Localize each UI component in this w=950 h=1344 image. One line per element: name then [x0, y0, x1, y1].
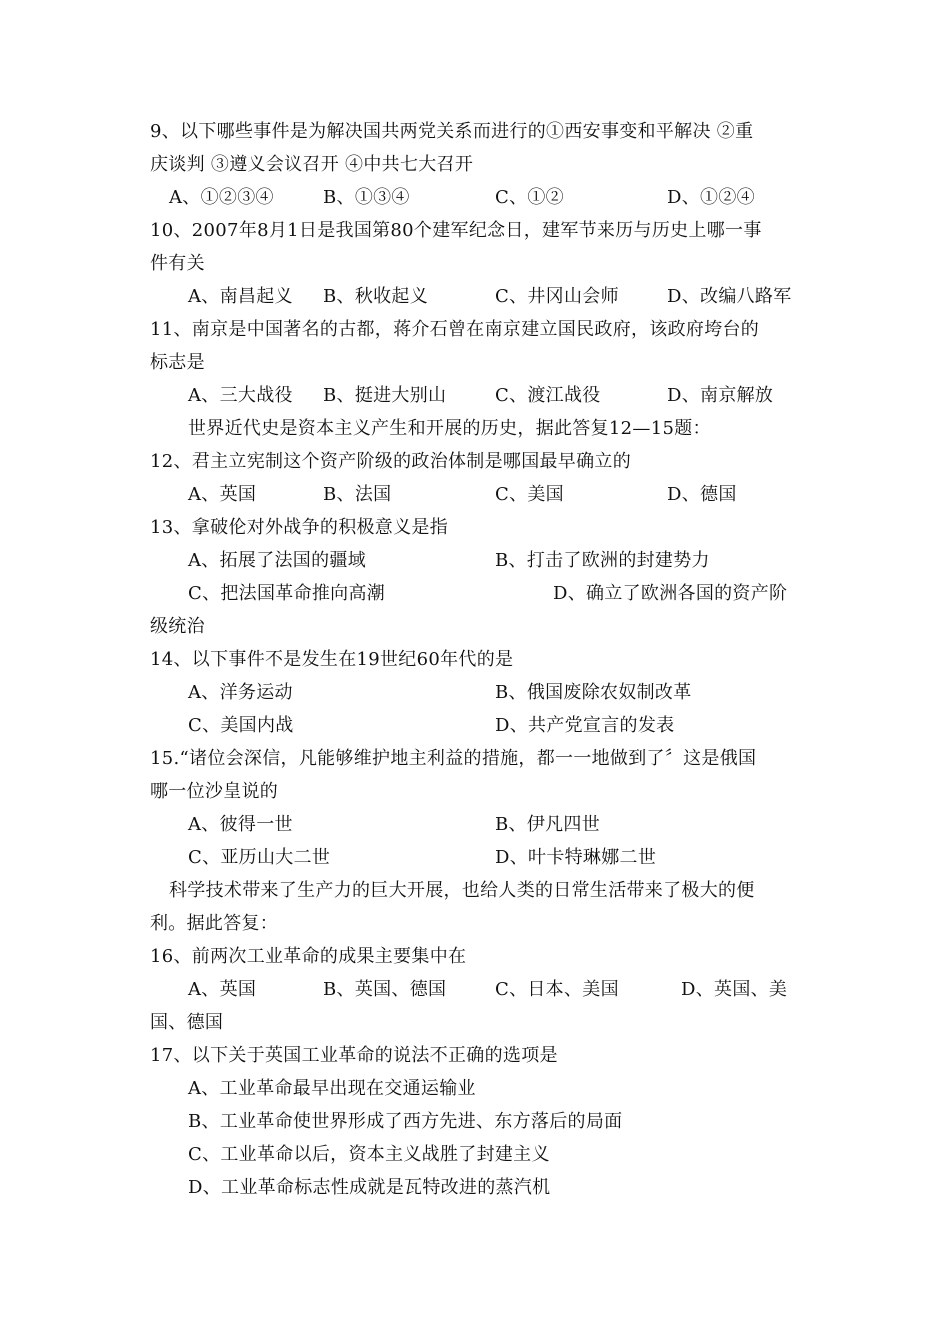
- q11-option-b: B、挺进大别山: [323, 385, 447, 406]
- q17-stem-line1: 17、以下关于英国工业革命的说法不正确的选项是: [150, 1045, 558, 1066]
- q15-option-a: A、彼得一世: [188, 814, 293, 835]
- section-intro-science-line1: 科学技术带来了生产力的巨大开展，也给人类的日常生活带来了极大的便: [169, 880, 755, 901]
- q14-stem-line1: 14、以下事件不是发生在19世纪60年代的是: [150, 649, 514, 670]
- q9-stem-line1: 9、以下哪些事件是为解决国共两党关系而进行的①西安事变和平解决 ②重: [150, 121, 754, 142]
- q14-option-d: D、共产党宣言的发表: [495, 715, 675, 736]
- q11-stem-line1: 11、南京是中国著名的古都，蒋介石曾在南京建立国民政府，该政府垮台的: [150, 319, 760, 340]
- q17-option-b: B、工业革命使世界形成了西方先进、东方落后的局面: [188, 1111, 623, 1132]
- q10-option-d: D、改编八路军: [667, 286, 792, 307]
- q9-option-b: B、①③④: [323, 187, 410, 208]
- q12-stem-line1: 12、君主立宪制这个资产阶级的政治体制是哪国最早确立的: [150, 451, 632, 472]
- q15-option-d: D、叶卡特琳娜二世: [495, 847, 657, 868]
- q11-option-a: A、三大战役: [188, 385, 293, 406]
- q9-stem-line2: 庆谈判 ③遵义会议召开 ④中共七大召开: [150, 154, 474, 175]
- q9-option-d: D、①②④: [667, 187, 755, 208]
- section-intro-world-history: 世界近代史是资本主义产生和开展的历史，据此答复12—15题：: [188, 418, 711, 439]
- q11-option-c: C、渡江战役: [495, 385, 601, 406]
- q12-option-b: B、法国: [323, 484, 392, 505]
- q17-option-c: C、工业革命以后，资本主义战胜了封建主义: [188, 1144, 550, 1165]
- q10-stem-line2: 件有关: [150, 253, 205, 274]
- q13-option-d-line1: D、确立了欧洲各国的资产阶: [553, 583, 788, 604]
- q16-option-a: A、英国: [188, 979, 257, 1000]
- q15-option-c: C、亚历山大二世: [188, 847, 331, 868]
- q9-option-c: C、①②: [495, 187, 564, 208]
- q10-option-a: A、南昌起义: [188, 286, 293, 307]
- q16-option-d-line2: 国、德国: [150, 1012, 224, 1033]
- q15-stem-line1: 15.“诸位会深信，凡能够维护地主利益的措施，都一一地做到了〞这是俄国: [150, 748, 757, 769]
- q15-stem-line2: 哪一位沙皇说的: [150, 781, 279, 802]
- q12-option-c: C、美国: [495, 484, 564, 505]
- q12-option-d: D、德国: [667, 484, 737, 505]
- q17-option-d: D、工业革命标志性成就是瓦特改进的蒸汽机: [188, 1177, 551, 1198]
- q13-stem-line1: 13、拿破伦对外战争的积极意义是指: [150, 517, 449, 538]
- q16-option-d-line1: D、英国、美: [681, 979, 788, 1000]
- q10-stem-line1: 10、2007年8月1日是我国第80个建军纪念日，建军节来历与历史上哪一事: [150, 220, 762, 241]
- q16-stem-line1: 16、前两次工业革命的成果主要集中在: [150, 946, 467, 967]
- q10-option-c: C、井冈山会师: [495, 286, 619, 307]
- q11-option-d: D、南京解放: [667, 385, 774, 406]
- q16-option-c: C、日本、美国: [495, 979, 619, 1000]
- q13-option-c: C、把法国革命推向高潮: [188, 583, 386, 604]
- q14-option-b: B、俄国废除农奴制改革: [495, 682, 692, 703]
- q15-option-b: B、伊凡四世: [495, 814, 601, 835]
- q13-option-b: B、打击了欧洲的封建势力: [495, 550, 710, 571]
- q17-option-a: A、工业革命最早出现在交通运输业: [188, 1078, 476, 1099]
- q13-option-d-line2: 级统治: [150, 616, 205, 637]
- q9-option-a: A、①②③④: [169, 187, 274, 208]
- q12-option-a: A、英国: [188, 484, 257, 505]
- q16-option-b: B、英国、德国: [323, 979, 447, 1000]
- q14-option-a: A、洋务运动: [188, 682, 293, 703]
- q10-option-b: B、秋收起义: [323, 286, 429, 307]
- q14-option-c: C、美国内战: [188, 715, 294, 736]
- section-intro-science-line2: 利。据此答复：: [150, 913, 279, 934]
- q11-stem-line2: 标志是: [150, 352, 205, 373]
- q13-option-a: A、拓展了法国的疆域: [188, 550, 366, 571]
